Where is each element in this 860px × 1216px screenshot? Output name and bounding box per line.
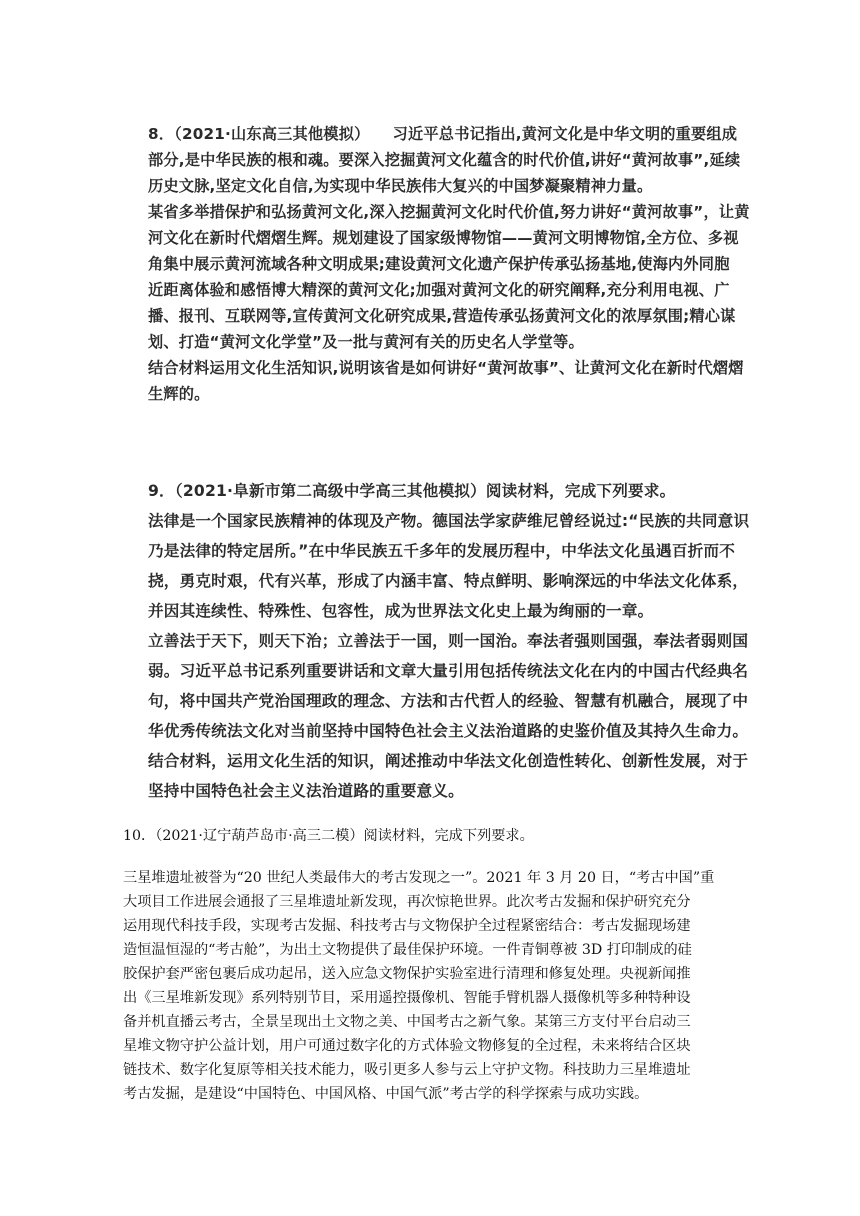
question-8-line: 划、打造“黄河文化学堂”及一批与黄河有关的历史名人学堂等。: [148, 333, 584, 351]
question-8: [148, 121, 750, 407]
question-8-line: 某省多举措保护和弘扬黄河文化,深入挖掘黄河文化时代价值,努力讲好“黄河故事”，让黄: [148, 203, 750, 221]
question-9-line: 华优秀传统法文化对当前坚持中国特色社会主义法治道路的史鉴价值及其持久生命力。: [148, 722, 749, 740]
question-10-line: 出《三星堆新发现》系列特别节目，采用遥控摄像机、智能手臂机器人摄像机等多种特种设: [123, 990, 691, 1006]
question-10-line: 考古发掘，是建设“中国特色、中国风格、中国气派”考古学的科学探索与成功实践。: [123, 1086, 649, 1102]
question-9-line: 弱。习近平总书记系列重要讲话和文章大量引用包括传统法文化在内的中国古代经典名: [148, 662, 749, 680]
question-10-line: 三星堆遗址被誉为“20 世纪人类最伟大的考古发现之一”。2021 年 3 月 20 日，“考古中国”重: [123, 870, 715, 886]
question-10-title: 10．（2021·辽宁葫芦岛市·高三二模）阅读材料，完成下列要求。: [123, 828, 534, 844]
question-8-line: 近距离体验和感悟博大精深的黄河文化;加强对黄河文化的研究阐释,充分利用电视、广: [148, 281, 730, 299]
question-10: [123, 824, 743, 1106]
question-8-line: 播、报刊、互联网等,宣传黄河文化研究成果,营造传承弘扬黄河文化的浓厚氛围;精心谋: [148, 307, 736, 325]
question-9-line: 坚持中国特色社会主义法治道路的重要意义。: [148, 782, 464, 800]
question-10-line: 胶保护套严密包裹后成功起吊，送入应急文物保护实验室进行清理和修复处理。央视新闻推: [123, 966, 691, 982]
question-9: [148, 476, 750, 806]
question-10-line: 链技术、数字化复原等相关技术能力，吸引更多人参与云上守护文物。科技助力三星堆遗址: [123, 1062, 691, 1078]
question-9-line: 结合材料，运用文化生活的知识，阐述推动中华法文化创造性转化、创新性发展，对于: [148, 752, 749, 770]
question-10-line: 大项目工作进展会通报了三星堆遗址新发现，再次惊艳世界。此次考古发掘和保护研究充分: [123, 894, 691, 910]
question-9-line: 并因其连续性、特殊性、包容性，成为世界法文化史上最为绚丽的一章。: [148, 602, 654, 620]
question-9-line: 乃是法律的特定居所。”在中华民族五千多年的发展历程中，中华法文化虽遇百折而不: [148, 542, 736, 560]
question-9-line: 句，将中国共产党治国理政的理念、方法和古代哲人的经验、智慧有机融合，展现了中: [148, 692, 749, 710]
question-10-line: 运用现代科技手段，实现考古发掘、科技考古与文物保护全过程紧密结合：考古发掘现场建: [123, 918, 691, 934]
question-8-line: 8．（2021·山东高三其他模拟） 习近平总书记指出,黄河文化是中华文明的重要组成: [148, 125, 738, 143]
question-9-line: 9．（2021·阜新市第二高级中学高三其他模拟）阅读材料，完成下列要求。: [148, 482, 676, 500]
question-10-line: 备并机直播云考古，全景呈现出土文物之美、中国考古之新气象。某第三方支付平台启动三: [123, 1014, 691, 1030]
question-8-line: 角集中展示黄河流域各种文明成果;建设黄河文化遗产保护传承弘扬基地,使海内外同胞: [148, 255, 730, 273]
question-10-material: [123, 866, 743, 1106]
question-10-line: 星堆文物守护公益计划，用户可通过数字化的方式体验文物修复的全过程，未来将结合区块: [123, 1038, 691, 1054]
question-8-line: 生辉的。: [148, 385, 210, 403]
question-9-line: 立善法于天下，则天下治；立善法于一国，则一国治。奉法者强则国强，奉法者弱则国: [148, 632, 749, 650]
question-9-line: 挠，勇克时艰，代有兴革，形成了内涵丰富、特点鲜明、影响深远的中华法文化体系，: [148, 572, 749, 590]
question-8-line: 历史文脉,坚定文化自信,为实现中华民族伟大复兴的中国梦凝聚精神力量。: [148, 177, 653, 195]
question-10-line: 造恒温恒湿的“考古舱”，为出土文物提供了最佳保护环境。一件青铜尊被 3D 打印制成的硅: [123, 942, 692, 958]
question-9-line: 法律是一个国家民族精神的体现及产物。德国法学家萨维尼曾经说过:“民族的共同意识: [148, 512, 750, 530]
question-8-line: 部分,是中华民族的根和魂。要深入挖掘黄河文化蕴含的时代价值,讲好“黄河故事”,延续: [148, 151, 741, 169]
question-8-line: 结合材料运用文化生活知识,说明该省是如何讲好“黄河故事”、让黄河文化在新时代熠熠: [148, 359, 744, 377]
question-8-line: 河文化在新时代熠熠生辉。规划建设了国家级博物馆——黄河文明博物馆,全方位、多视: [148, 229, 739, 247]
